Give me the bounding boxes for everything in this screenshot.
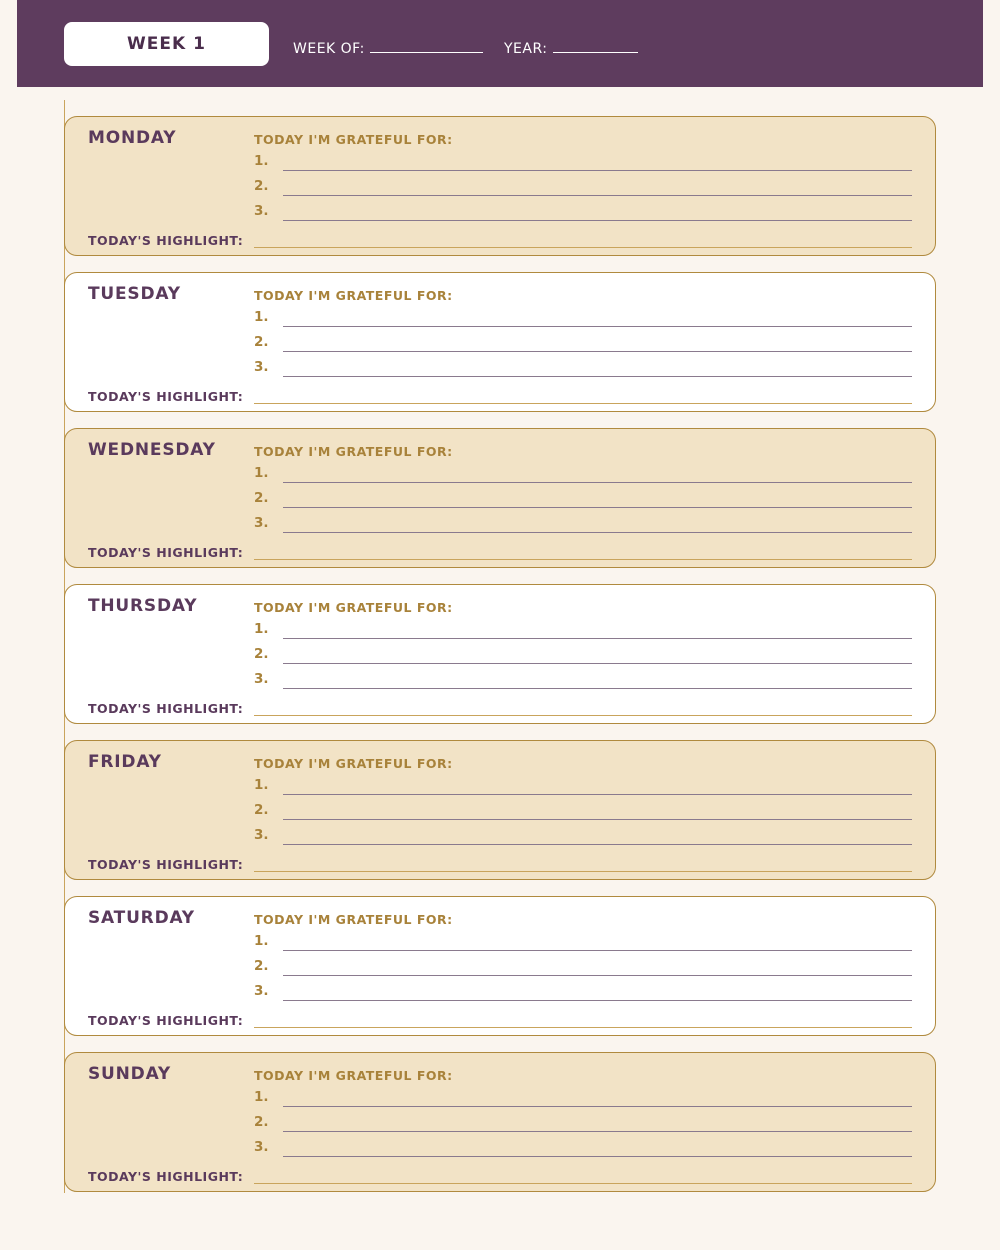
highlight-write-line[interactable] [254, 1027, 912, 1028]
grateful-item[interactable] [254, 777, 912, 797]
item-number: 1. [254, 465, 269, 481]
week-badge: WEEK 1 [64, 22, 269, 66]
item-number: 1. [254, 153, 269, 169]
highlight-write-line[interactable] [254, 715, 912, 716]
grateful-item[interactable] [254, 203, 912, 223]
grateful-item[interactable] [254, 465, 912, 485]
day-name: THURSDAY [88, 596, 198, 616]
highlight-write-line[interactable] [254, 247, 912, 248]
grateful-item[interactable] [254, 309, 912, 329]
year-input-line[interactable] [553, 38, 638, 53]
write-line[interactable] [283, 1156, 912, 1157]
item-number: 3. [254, 983, 269, 999]
write-line[interactable] [283, 326, 912, 327]
year-label: YEAR: [504, 41, 548, 57]
grateful-item[interactable] [254, 359, 912, 379]
item-number: 1. [254, 1089, 269, 1105]
day-name: FRIDAY [88, 752, 162, 772]
grateful-label: TODAY I'M GRATEFUL FOR: [254, 444, 453, 459]
day-card-wednesday [64, 428, 936, 568]
highlight-label: TODAY'S HIGHLIGHT: [88, 1169, 244, 1184]
write-line[interactable] [283, 482, 912, 483]
day-card-thursday [64, 584, 936, 724]
write-line[interactable] [283, 950, 912, 951]
highlight-write-line[interactable] [254, 1183, 912, 1184]
week-of-label: WEEK OF: [293, 41, 365, 57]
item-number: 1. [254, 621, 269, 637]
item-number: 1. [254, 933, 269, 949]
highlight-write-line[interactable] [254, 403, 912, 404]
header-bar [17, 0, 983, 87]
write-line[interactable] [283, 638, 912, 639]
days-list [64, 116, 936, 1208]
highlight-label: TODAY'S HIGHLIGHT: [88, 701, 244, 716]
grateful-label: TODAY I'M GRATEFUL FOR: [254, 912, 453, 927]
day-card-friday [64, 740, 936, 880]
highlight-write-line[interactable] [254, 559, 912, 560]
grateful-item[interactable] [254, 515, 912, 535]
write-line[interactable] [283, 1131, 912, 1132]
grateful-item[interactable] [254, 621, 912, 641]
day-card-sunday [64, 1052, 936, 1192]
grateful-item[interactable] [254, 1114, 912, 1134]
grateful-item[interactable] [254, 178, 912, 198]
grateful-label: TODAY I'M GRATEFUL FOR: [254, 288, 453, 303]
grateful-item[interactable] [254, 802, 912, 822]
day-card-tuesday [64, 272, 936, 412]
day-name: SATURDAY [88, 908, 195, 928]
write-line[interactable] [283, 794, 912, 795]
highlight-label: TODAY'S HIGHLIGHT: [88, 545, 244, 560]
year-field[interactable] [504, 38, 638, 57]
item-number: 3. [254, 827, 269, 843]
highlight-label: TODAY'S HIGHLIGHT: [88, 857, 244, 872]
write-line[interactable] [283, 220, 912, 221]
write-line[interactable] [283, 170, 912, 171]
grateful-item[interactable] [254, 671, 912, 691]
day-name: WEDNESDAY [88, 440, 216, 460]
grateful-item[interactable] [254, 490, 912, 510]
grateful-label: TODAY I'M GRATEFUL FOR: [254, 756, 453, 771]
write-line[interactable] [283, 1000, 912, 1001]
day-name: SUNDAY [88, 1064, 172, 1084]
grateful-item[interactable] [254, 1089, 912, 1109]
highlight-write-line[interactable] [254, 871, 912, 872]
grateful-item[interactable] [254, 153, 912, 173]
write-line[interactable] [283, 688, 912, 689]
item-number: 3. [254, 359, 269, 375]
item-number: 2. [254, 958, 269, 974]
item-number: 3. [254, 1139, 269, 1155]
write-line[interactable] [283, 532, 912, 533]
highlight-label: TODAY'S HIGHLIGHT: [88, 1013, 244, 1028]
grateful-item[interactable] [254, 983, 912, 1003]
grateful-item[interactable] [254, 646, 912, 666]
item-number: 2. [254, 178, 269, 194]
write-line[interactable] [283, 844, 912, 845]
grateful-item[interactable] [254, 933, 912, 953]
item-number: 2. [254, 802, 269, 818]
write-line[interactable] [283, 351, 912, 352]
week-of-field[interactable] [293, 38, 483, 57]
grateful-label: TODAY I'M GRATEFUL FOR: [254, 1068, 453, 1083]
item-number: 2. [254, 646, 269, 662]
write-line[interactable] [283, 376, 912, 377]
write-line[interactable] [283, 663, 912, 664]
item-number: 3. [254, 203, 269, 219]
write-line[interactable] [283, 975, 912, 976]
write-line[interactable] [283, 819, 912, 820]
grateful-item[interactable] [254, 1139, 912, 1159]
item-number: 3. [254, 515, 269, 531]
item-number: 2. [254, 334, 269, 350]
day-card-saturday [64, 896, 936, 1036]
grateful-item[interactable] [254, 334, 912, 354]
grateful-item[interactable] [254, 958, 912, 978]
grateful-label: TODAY I'M GRATEFUL FOR: [254, 600, 453, 615]
item-number: 2. [254, 1114, 269, 1130]
write-line[interactable] [283, 1106, 912, 1107]
highlight-label: TODAY'S HIGHLIGHT: [88, 389, 244, 404]
day-name: TUESDAY [88, 284, 181, 304]
week-of-input-line[interactable] [370, 38, 483, 53]
day-name: MONDAY [88, 128, 177, 148]
day-card-monday [64, 116, 936, 256]
item-number: 2. [254, 490, 269, 506]
item-number: 3. [254, 671, 269, 687]
write-line[interactable] [283, 195, 912, 196]
highlight-label: TODAY'S HIGHLIGHT: [88, 233, 244, 248]
grateful-item[interactable] [254, 827, 912, 847]
grateful-label: TODAY I'M GRATEFUL FOR: [254, 132, 453, 147]
item-number: 1. [254, 777, 269, 793]
item-number: 1. [254, 309, 269, 325]
write-line[interactable] [283, 507, 912, 508]
